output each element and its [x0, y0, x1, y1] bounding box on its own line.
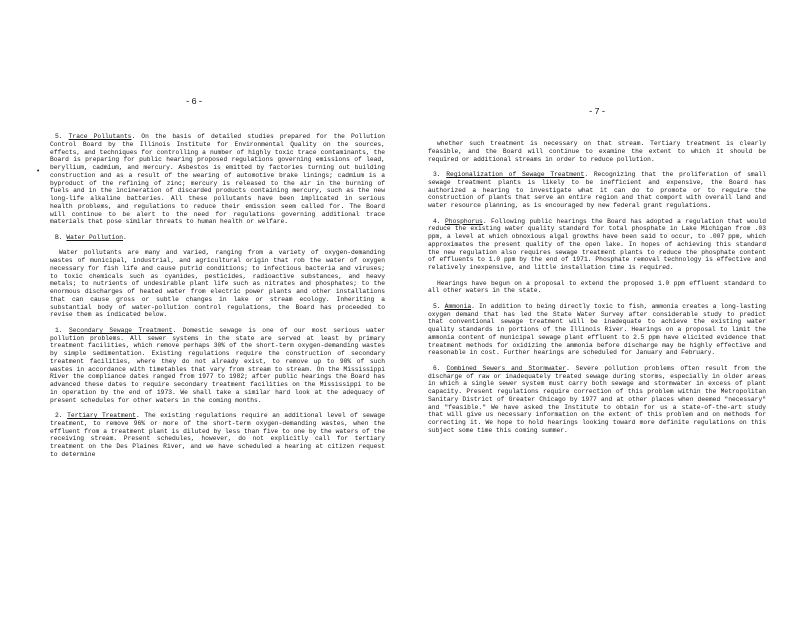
- paragraph-text: . Severe pollution problems often result from the discharge of raw or inadequately treated sewage during storms, especially in older areas in which a single sewer system must carry both sewage and stormwater in excess of plant capacity. Present regulations require correction of this problem within the Metropolitan Sanitary District of Greater Chicago by 1977 and at other places when deemed "necessary" and "feasible." We have asked the Institute to obtain for us a state-of-the-art study that will give us necessary information on the extent of this problem and on methods for correcting it. We hope to hold hearings looking toward more definite regulations on this subject some time this coming summer.: [428, 364, 766, 434]
- section-number: 4.: [433, 217, 446, 225]
- paragraph-text: . The existing regulations require an additional level of sewage treatment, to remove 96% or more of the short-term oxygen-demanding wastes, when the effluent from a treatment plant is diluted by less than five to one by the waters of the receiving stream. Present schedules, however, do not explicitly call for tertiary treatment on the Des Plaines River, and we have scheduled a hearing at citizen request to determine: [50, 412, 385, 458]
- section-number: 2.: [55, 412, 68, 420]
- section-heading: Ammonia: [444, 302, 472, 310]
- paragraph-text: . Recognizing that the proliferation of small sewage treatment plants is likely to be inefficient and expensive, the Board has authorized a hearing to investigate what it can do to promote or to require the construction of plants that serve an entire region and that comport with overall land and water resource planning, as is encouraged by new federal grant regulations.: [428, 171, 766, 210]
- paragraph: [50, 249, 385, 319]
- paragraph-text: .: [123, 233, 127, 241]
- paragraph: [428, 365, 766, 435]
- section-number: 5.: [55, 133, 69, 140]
- section-number: 1.: [55, 326, 69, 334]
- paragraph-text: . On the basis of detailed studies prepared for the Pollution Control Board by the Illinois Institute for Environmental Quality on the sources, effects, and techniques for controlling a number of highly toxic trace contaminants, the Board is preparing for public hearing proposed regulations governing emissions of lead, beryllium, cadmium, and mercury. Asbestos is emitted by factories turning out building construction and as a result of the wearing of automotive brake linings; cadmium is a byproduct of the refining of zinc; mercury is released to the air in the burning of fuels and in the incineration of discarded products containing mercury, such as the new long-life alkaline batteries. All these pollutants have been implicated in serious health problems, and regulations to reduce their emission seem called for. The Board will continue to be alert to the need for regulations governing additional trace materials that pose similar threats to human health or welfare.: [50, 133, 386, 226]
- section-heading: Secondary Sewage Treatment: [68, 326, 173, 334]
- left-column: [50, 133, 385, 466]
- paragraph: [50, 412, 385, 459]
- paragraph-text: . In addition to being directly toxic to fish, ammonia creates a long-lasting oxygen demand that has led the State Water Survey after considerable study to predict that conventional sewage treatment will be inadequate to achieve the existing water quality standards in portions of the Illinois River. Hearings on a proposal to limit the ammonia content of municipal sewage plant effluent to 2.5 ppm have elicited evidence that treatment methods for oxidizing the ammonia before discharge may be highly effective and reasonable in cost. Further hearings are scheduled for January and February.: [428, 302, 766, 357]
- paragraph: [50, 327, 385, 405]
- section-heading: Water Pollution: [66, 233, 124, 241]
- paragraph: [428, 303, 766, 357]
- paragraph-text: Water pollutants are many and varied, ranging from a variety of oxygen-demanding wastes of municipal, industrial, and agricultural origin that rob the water of oxygen necessary for fish life and cause putrid conditions; to infectious bacteria and viruses; to toxic chemicals such as cyanides, pesticides, radioactive substances, and heavy metals; to nutrients of undesirable plant life such as nitrates and phosphates; to the enormous discharges of heated water from electric power plants and other installations that can cause gross or subtle changes in lake or stream ecology. Inheriting a substantial body of water-pollution control regulations, the Board has proceeded to revise them as indicated below.: [50, 249, 385, 319]
- paragraph: [50, 133, 385, 226]
- paragraph-text: Hearings have begun on a proposal to extend the proposed 1.0 ppm effluent standard to all other waters in the state.: [428, 279, 766, 295]
- paragraph-text: . Following public hearings the Board has adopted a regulation that would reduce the existing water quality standard for total phosphate in Lake Michigan from .03 ppm, a level at which obnoxious algal growths have been said to occur, to .007 ppm, which approximates the present quality of the open lake. In hopes of achieving this standard the new regulation also requires sewage treatment plants to reduce the phosphate content of effluents to 1.0 ppm by the end of 1971. Phosphate removal technology is effective and relatively inexpensive, and little installation time is required.: [428, 217, 766, 272]
- paragraph: [428, 171, 766, 210]
- paragraph: [428, 140, 766, 163]
- section-number: B.: [55, 233, 67, 241]
- section-number: 3.: [433, 171, 447, 179]
- margin-mark: •: [36, 168, 41, 176]
- paragraph: [50, 234, 385, 242]
- page-number-right: -7-: [588, 107, 608, 117]
- paragraph-text: whether such treatment is necessary on that stream. Tertiary treatment is clearly feasible, and the Board will continue to examine the extent to which it should be required or additional streams in order to reduce pollution.: [428, 140, 766, 163]
- section-heading: Phosphorus: [445, 217, 483, 225]
- section-number: 6.: [433, 364, 447, 372]
- paragraph: [428, 218, 766, 272]
- section-heading: Regionalization of Sewage Treatment: [446, 171, 585, 179]
- section-number: 5.: [433, 302, 445, 310]
- section-heading: Combined Sewers and Stormwater: [446, 364, 567, 372]
- section-heading: Tertiary Treatment: [67, 412, 136, 420]
- right-column: [428, 140, 766, 443]
- page-number-left: -6-: [185, 97, 205, 107]
- paragraph: [428, 280, 766, 296]
- paragraph-text: . Domestic sewage is one of our most serious water pollution problems. All sewer systems in the state are served at least by primary treatment facilities, which remove perhaps 30% of the short-term oxygen-demanding wastes by simple sedimentation. Existing regulations require the construction of secondary treatment facilities, where they do not already exist, to remove up to 90% of such wastes in accordance with timetables that vary from stream to stream. On the Mississippi River the compliance dates ranged from 1977 to 1982; after public hearings the Board has advanced these dates to require secondary treatment facilities on the Mississippi to be in operation by the end of 1973. We shall take a similar hard look at the adequacy of present schedules for other waters in the coming months.: [50, 326, 386, 404]
- section-heading: Trace Pollutants: [68, 133, 132, 140]
